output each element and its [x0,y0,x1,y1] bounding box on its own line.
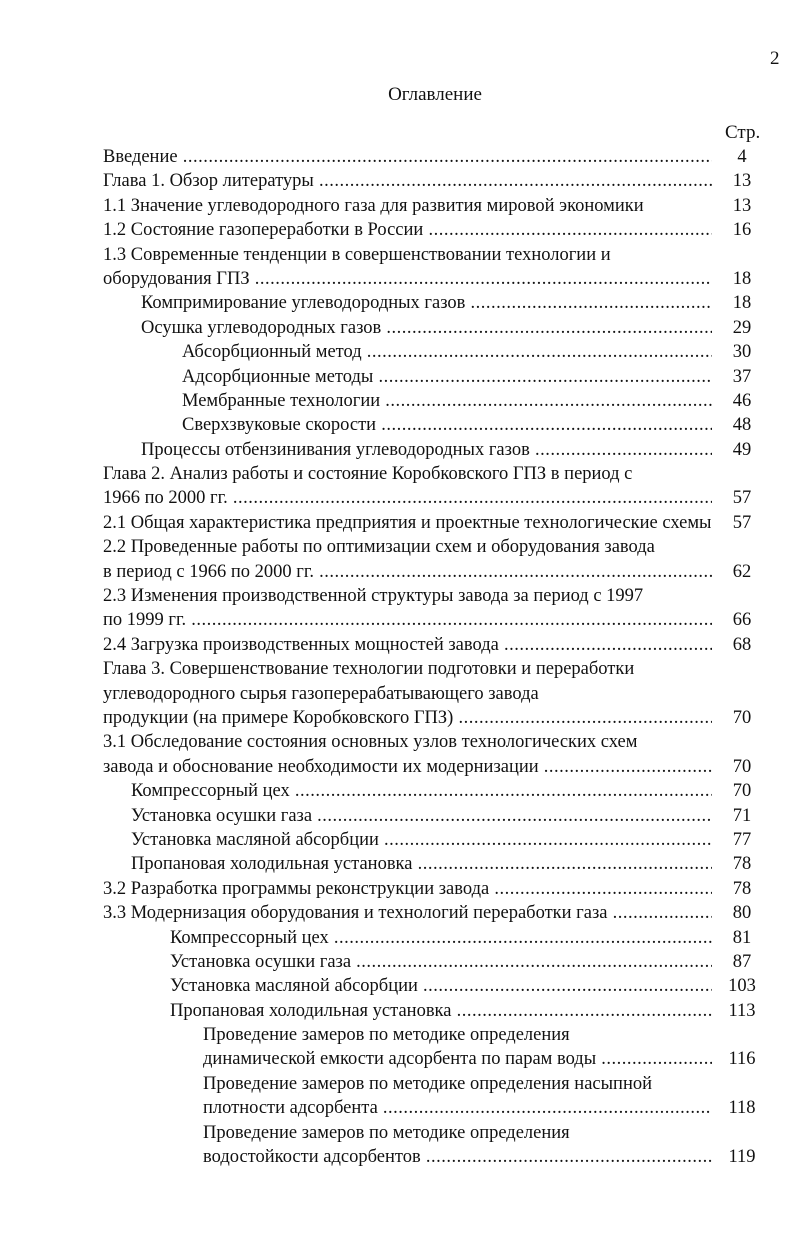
toc-entry-page: 57 [732,488,752,509]
toc-entry [0,950,796,974]
toc-entry-text: Осушка углеводородных газов ..... [141,316,712,340]
toc-entry [0,243,796,267]
toc-entry-text: завода и обоснование необходимости их модернизации ..... [103,755,712,779]
toc-entry [0,438,796,462]
toc-entry [0,194,796,218]
toc-entry [0,804,796,828]
toc-entry [0,340,796,364]
toc-entry-text: Компрессорный цех ..... [170,926,712,950]
toc-entry [0,1023,796,1047]
toc-entry-page: 113 [728,1000,756,1021]
toc-entry [0,169,796,193]
toc-entry-text: 2.4 Загрузка производственных мощностей завода ..... [103,633,712,657]
toc-entry [0,511,796,535]
page-title: Оглавление [388,84,482,105]
toc-entry [0,218,796,242]
toc-entry-text: Компримирование углеводородных газов ..... [141,291,712,315]
toc-entry-page: 70 [732,781,752,802]
toc-entry [0,1096,796,1120]
toc-entry [0,267,796,291]
toc-entry-text: по 1999 гг. ..... [103,608,712,632]
toc-entry [0,633,796,657]
toc-entry [0,584,796,608]
toc-entry-text: Проведение замеров по методике определения насыпной [203,1073,653,1094]
toc-entry-text: 3.2 Разработка программы реконструкции завода ..... [103,877,712,901]
toc-entry-page: 13 [732,171,752,192]
toc-entry-text: 1.2 Состояние газопереработки в России ..... [103,218,712,242]
toc-entry [0,706,796,730]
toc-entry-text: продукции (на примере Коробковского ГПЗ) ..... [103,706,712,730]
toc-entry [0,608,796,632]
toc-entry-text: 1.3 Современные тенденции в совершенствовании технологии и [103,244,611,265]
table-of-contents [0,145,796,1169]
toc-entry-page: 68 [732,634,752,655]
toc-entry-text: Абсорбционный метод ..... [182,340,712,364]
toc-entry-text: плотности адсорбента ..... [203,1096,712,1120]
toc-entry-text: Установка масляной абсорбции ..... [170,974,712,998]
toc-entry-text: 1.1 Значение углеводородного газа для развития мировой экономики [103,195,644,216]
toc-entry [0,657,796,681]
toc-entry-page: 48 [732,415,752,436]
toc-entry-text: Глава 1. Обзор литературы ..... [103,169,712,193]
toc-entry-text: Пропановая холодильная установка ..... [131,852,712,876]
page-number: 2 [770,48,780,69]
toc-entry [0,462,796,486]
toc-entry-text: углеводородного сырья газоперерабатывающего завода [103,683,539,704]
toc-entry-page: 77 [732,829,752,850]
toc-entry-text: Проведение замеров по методике определения [203,1025,570,1046]
toc-entry [0,974,796,998]
toc-entry-page: 29 [732,317,752,338]
toc-entry-page: 16 [732,220,752,241]
toc-entry-page: 62 [732,561,752,582]
toc-entry-text: 2.2 Проведенные работы по оптимизации схем и оборудования завода [103,537,655,558]
toc-entry-page: 70 [732,707,752,728]
toc-entry-text: водостойкости адсорбентов ..... [203,1145,712,1169]
toc-entry-page: 70 [732,756,752,777]
toc-entry-text: 2.3 Изменения производственной структуры завода за период с 1997 [103,586,644,607]
toc-entry-page: 37 [732,366,752,387]
toc-entry [0,291,796,315]
page-column-header: Стр. [725,122,761,143]
toc-entry-page: 81 [732,927,752,948]
toc-entry-text: Процессы отбензинивания углеводородных газов ..... [141,438,712,462]
toc-entry-page: 57 [732,512,752,533]
toc-entry [0,1072,796,1096]
toc-entry [0,828,796,852]
toc-entry-text: Проведение замеров по методике определения [203,1122,570,1143]
toc-entry [0,755,796,779]
toc-entry [0,926,796,950]
toc-entry [0,1145,796,1169]
toc-entry-page: 49 [732,439,752,460]
toc-entry-text: Мембранные технологии ..... [182,389,712,413]
toc-entry-page: 46 [732,390,752,411]
toc-entry-text: 1966 по 2000 гг. ..... [103,486,712,510]
toc-entry [0,316,796,340]
toc-entry-page: 13 [732,195,752,216]
toc-entry-page: 116 [728,1049,756,1070]
toc-entry-text: Сверхзвуковые скорости ..... [182,413,712,437]
toc-entry-page: 71 [732,805,752,826]
toc-entry [0,1047,796,1071]
toc-entry [0,901,796,925]
toc-entry-page: 4 [737,147,747,167]
toc-entry-page: 18 [732,293,752,314]
toc-entry [0,852,796,876]
toc-entry-text: 2.1 Общая характеристика предприятия и проектные технологические схемы [103,512,712,533]
toc-entry-page: 66 [732,610,752,631]
toc-entry-text: Установка масляной абсорбции ..... [131,828,712,852]
toc-entry-page: 80 [732,903,752,924]
toc-entry [0,486,796,510]
toc-entry-text: в период с 1966 по 2000 гг. ..... [103,560,712,584]
toc-entry [0,877,796,901]
toc-entry-page: 118 [728,1098,756,1119]
toc-entry-text: Компрессорный цех ..... [131,779,712,803]
toc-entry-page: 30 [732,342,752,363]
toc-entry-page: 119 [728,1147,756,1168]
toc-entry [0,145,796,169]
toc-entry-page: 78 [732,878,752,899]
toc-entry [0,535,796,559]
toc-entry-text: оборудования ГПЗ ..... [103,267,712,291]
toc-entry [0,1121,796,1145]
toc-entry-text: Пропановая холодильная установка ..... [170,999,712,1023]
toc-entry-text: 3.3 Модернизация оборудования и технологий переработки газа ..... [103,901,712,925]
toc-entry-page: 18 [732,268,752,289]
toc-entry [0,413,796,437]
toc-entry-text: Адсорбционные методы ..... [182,365,712,389]
toc-entry [0,560,796,584]
toc-entry [0,999,796,1023]
toc-entry-page: 103 [728,976,756,997]
toc-entry-text: динамической емкости адсорбента по парам воды ..... [203,1047,712,1071]
toc-entry-text: Введение ..... [103,145,712,169]
toc-entry [0,389,796,413]
toc-entry [0,730,796,754]
toc-entry [0,779,796,803]
toc-entry-text: 3.1 Обследование состояния основных узлов технологических схем [103,732,638,753]
toc-entry [0,682,796,706]
toc-entry [0,365,796,389]
toc-entry-text: Глава 3. Совершенствование технологии подготовки и переработки [103,659,635,680]
toc-entry-text: Установка осушки газа ..... [131,804,712,828]
toc-entry-page: 87 [732,951,752,972]
toc-entry-text: Глава 2. Анализ работы и состояние Коробковского ГПЗ в период с [103,464,633,485]
toc-entry-page: 78 [732,854,752,875]
toc-entry-text: Установка осушки газа ..... [170,950,712,974]
